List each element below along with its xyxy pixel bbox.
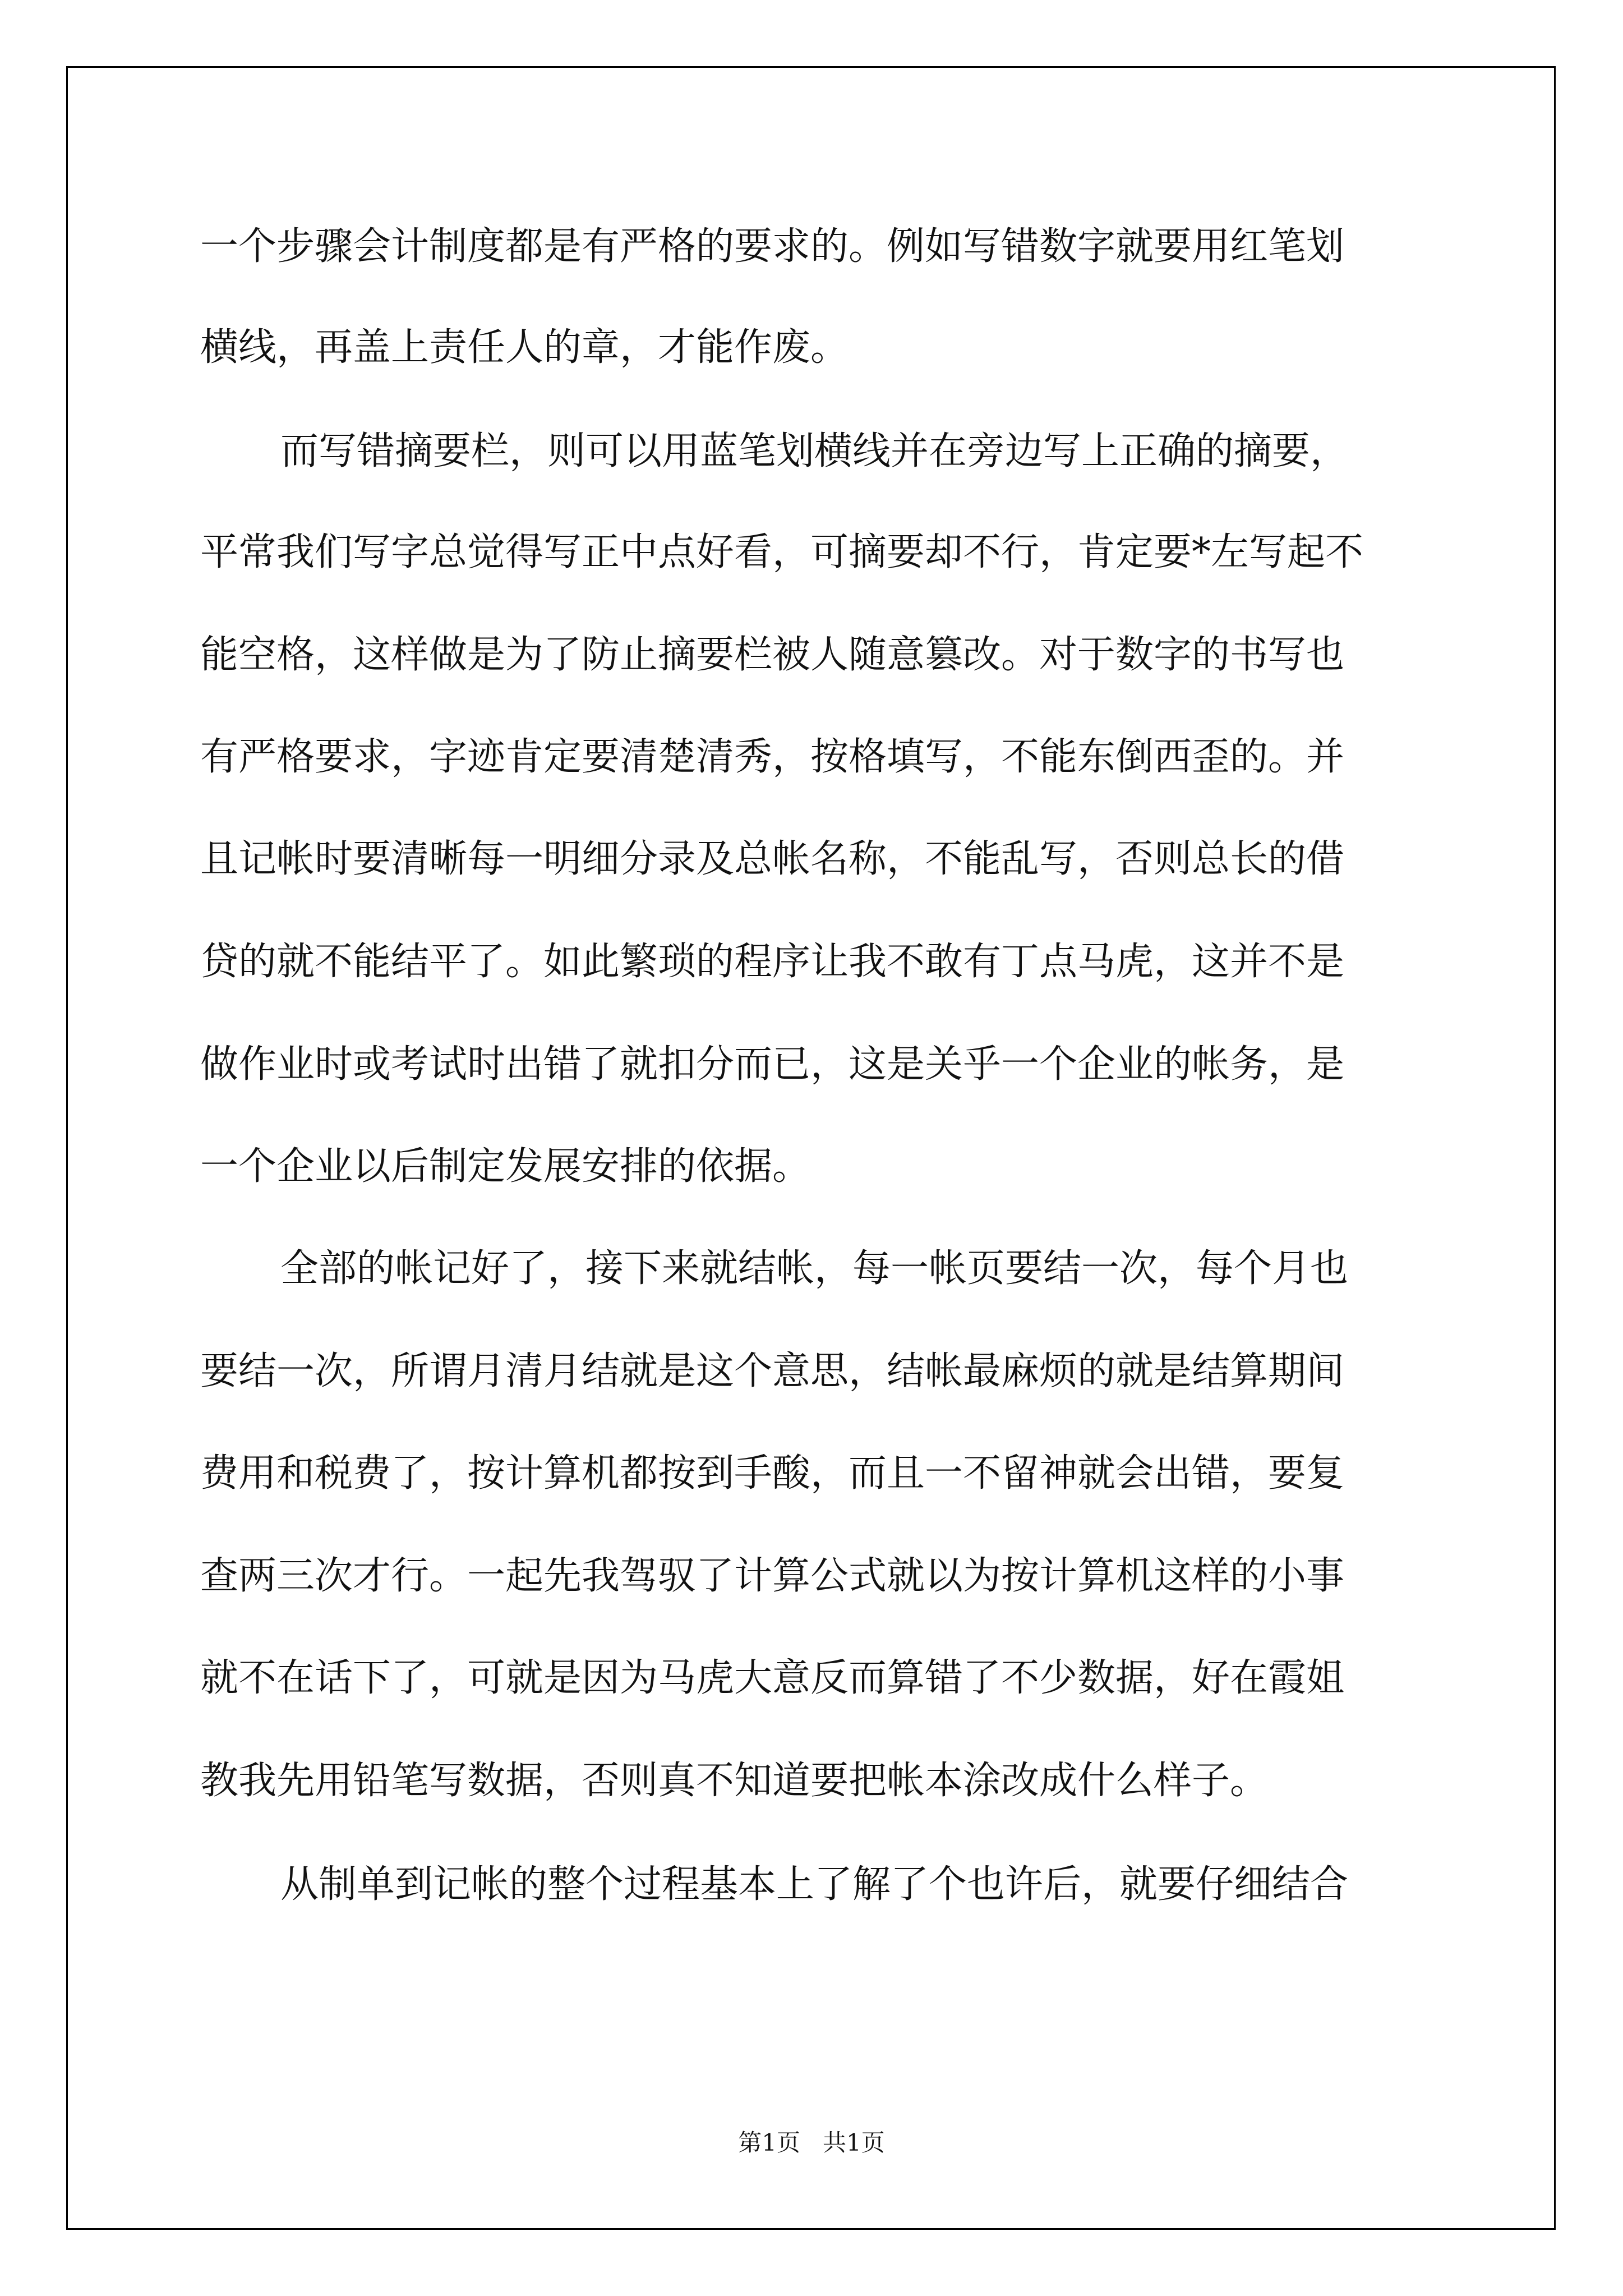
body-text-line: 要结一次，所谓月清月结就是这个意思，结帐最麻烦的就是结算期间: [200, 1349, 1345, 1393]
body-text-line: 贷的就不能结平了。如此繁琐的程序让我不敢有丁点马虎，这并不是: [200, 940, 1345, 984]
paragraph-first-line: 全部的帐记好了，接下来就结帐，每一帐页要结一次，每个月也: [280, 1246, 1349, 1291]
body-text-line: 就不在话下了，可就是因为马虎大意反而算错了不少数据，好在霞姐: [200, 1656, 1345, 1700]
paragraph-first-line: 从制单到记帐的整个过程基本上了解了个也许后，就要仔细结合: [280, 1862, 1349, 1907]
body-text-line: 平常我们写字总觉得写正中点好看，可摘要却不行，肯定要*左写起不: [200, 530, 1364, 574]
body-text-line: 费用和税费了，按计算机都按到手酸，而且一不留神就会出错，要复: [200, 1451, 1345, 1496]
body-text-line: 横线，再盖上责任人的章，才能作废。: [200, 325, 849, 370]
body-text-line: 有严格要求，字迹肯定要清楚清秀，按格填写，不能东倒西歪的。并: [200, 735, 1345, 779]
body-text-line: 且记帐时要清晰每一明细分录及总帐名称，不能乱写，否则总长的借: [200, 837, 1345, 881]
body-text-line: 能空格，这样做是为了防止摘要栏被人随意篡改。对于数字的书写也: [200, 633, 1345, 677]
body-text-line: 一个步骤会计制度都是有严格的要求的。例如写错数字就要用红笔划: [200, 224, 1345, 269]
body-text-line: 一个企业以后制定发展安排的依据。: [200, 1144, 811, 1189]
page-footer: 第1页 共1页: [738, 2129, 885, 2156]
paragraph-first-line: 而写错摘要栏，则可以用蓝笔划横线并在旁边写上正确的摘要，: [280, 429, 1349, 473]
body-text-line: 做作业时或考试时出错了就扣分而已，这是关乎一个企业的帐务，是: [200, 1042, 1345, 1087]
body-text-line: 教我先用铅笔写数据，否则真不知道要把帐本涂改成什么样子。: [200, 1759, 1269, 1803]
body-text-line: 查两三次才行。一起先我驾驭了计算公式就以为按计算机这样的小事: [200, 1554, 1345, 1598]
